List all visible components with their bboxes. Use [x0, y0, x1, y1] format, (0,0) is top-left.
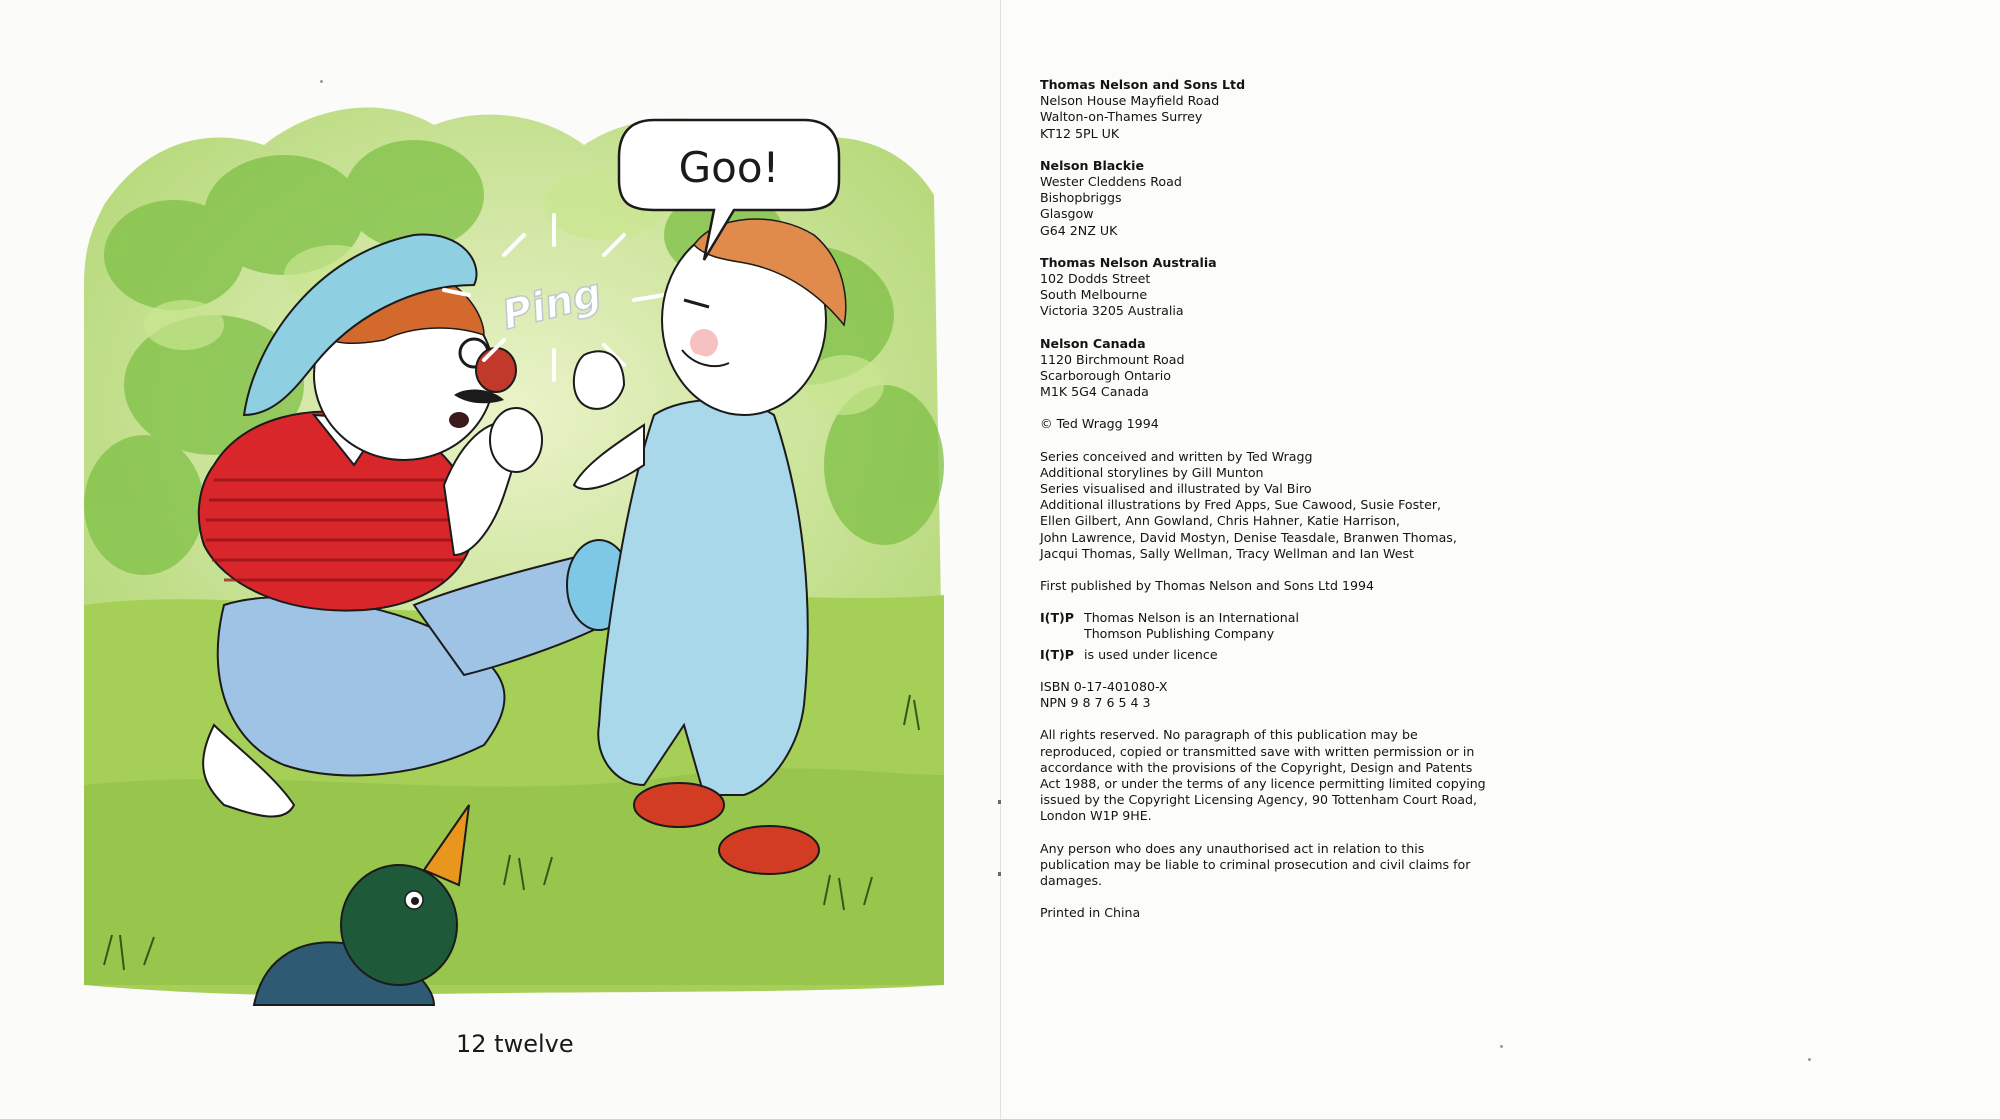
credits-block	[1040, 449, 1510, 562]
rights-line: accordance with the provisions of the Copyright, Design and Patents	[1040, 759, 1473, 775]
rights-line: reproduced, copied or transmitted save with written permission or in	[1040, 743, 1475, 759]
publisher-name: Nelson Canada	[1040, 335, 1146, 351]
rights-line: issued by the Copyright Licensing Agency, 90 Tottenham Court Road,	[1040, 792, 1478, 808]
publisher-address-line: Walton-on-Thames Surrey	[1040, 109, 1203, 125]
publisher-name: Thomas Nelson and Sons Ltd	[1040, 77, 1246, 92]
publisher-address-line: Nelson House Mayfield Road	[1040, 93, 1220, 109]
rights-line: Act 1988, or under the terms of any licence permitting limited copying	[1040, 775, 1486, 791]
paper-speck	[320, 80, 323, 83]
publisher-block	[1040, 336, 1510, 401]
publisher-block	[1040, 77, 1510, 142]
rights-line: All rights reserved. No paragraph of this publication may be	[1040, 727, 1418, 743]
publisher-name: Nelson Blackie	[1040, 157, 1145, 173]
printed-in-line: Printed in China	[1040, 905, 1141, 921]
publisher-block	[1040, 158, 1510, 239]
publisher-address-line: Scarborough Ontario	[1040, 368, 1172, 384]
credit-line: Ellen Gilbert, Ann Gowland, Chris Hahner, Katie Harrison,	[1040, 513, 1400, 529]
itp-statement-row	[1040, 610, 1510, 642]
itp-licence-row	[1040, 647, 1510, 663]
itp-block	[1040, 610, 1510, 663]
itp-statement-line: Thomson Publishing Company	[1084, 626, 1275, 642]
credit-line: Series visualised and illustrated by Val Biro	[1040, 481, 1312, 497]
credit-line: Additional illustrations by Fred Apps, Sue Cawood, Susie Foster,	[1040, 497, 1442, 513]
credit-line: John Lawrence, David Mostyn, Denise Teasdale, Branwen Thomas,	[1040, 529, 1457, 545]
itp-licence-line: is used under licence	[1084, 646, 1218, 662]
publisher-address-line: Glasgow	[1040, 206, 1094, 222]
first-published-line: First published by Thomas Nelson and Sons Ltd 1994	[1040, 578, 1375, 594]
copyright-block	[1040, 416, 1510, 432]
rights-block	[1040, 727, 1510, 824]
publisher-address-line: South Melbourne	[1040, 287, 1148, 303]
liability-line: damages.	[1040, 872, 1103, 888]
npn-line: NPN 9 8 7 6 5 4 3	[1040, 695, 1151, 711]
rights-line: London W1P 9HE.	[1040, 808, 1152, 824]
credit-line: Additional storylines by Gill Munton	[1040, 464, 1264, 480]
liability-line: Any person who does any unauthorised act in relation to this	[1040, 840, 1425, 856]
printed-block	[1040, 905, 1510, 921]
isbn-block	[1040, 679, 1510, 711]
itp-statement-line: Thomas Nelson is an International	[1084, 610, 1299, 626]
publisher-address-line: 102 Dodds Street	[1040, 271, 1151, 287]
publisher-address-line: Victoria 3205 Australia	[1040, 303, 1184, 319]
publisher-address-line: 1120 Birchmount Road	[1040, 351, 1185, 367]
publisher-address-line: M1K 5G4 Canada	[1040, 384, 1149, 400]
paper-speck	[1500, 1045, 1503, 1048]
publisher-block	[1040, 255, 1510, 320]
speech-bubble-text: Goo!	[678, 143, 780, 192]
credit-line: Series conceived and written by Ted Wragg	[1040, 448, 1313, 464]
publisher-name: Thomas Nelson Australia	[1040, 254, 1217, 270]
publisher-address-line: KT12 5PL UK	[1040, 125, 1120, 141]
itp-statement	[1084, 610, 1299, 642]
isbn-line: ISBN 0-17-401080-X	[1040, 678, 1168, 694]
itp-logo-icon: I(T)P	[1040, 646, 1075, 662]
storybook-illustration	[84, 85, 964, 1015]
liability-line: publication may be liable to criminal prosecution and civil claims for	[1040, 856, 1471, 872]
liability-block	[1040, 841, 1510, 890]
publisher-address-line: Wester Cleddens Road	[1040, 174, 1182, 190]
itp-logo-icon: I(T)P	[1040, 610, 1075, 626]
publisher-address-line: Bishopbriggs	[1040, 190, 1122, 206]
credit-line: Jacqui Thomas, Sally Wellman, Tracy Wellman and Ian West	[1040, 545, 1414, 561]
sound-effect-ping: Ping	[497, 270, 607, 339]
copyright-line: © Ted Wragg 1994	[1040, 416, 1159, 432]
paper-speck	[1808, 1058, 1811, 1061]
page-number: 12 twelve	[456, 1030, 574, 1058]
illustration-svg	[84, 85, 964, 1015]
publisher-address-line: G64 2NZ UK	[1040, 222, 1118, 238]
grass-shading	[84, 768, 944, 985]
imprint-page-text	[1040, 77, 1510, 937]
first-published-block	[1040, 578, 1510, 594]
